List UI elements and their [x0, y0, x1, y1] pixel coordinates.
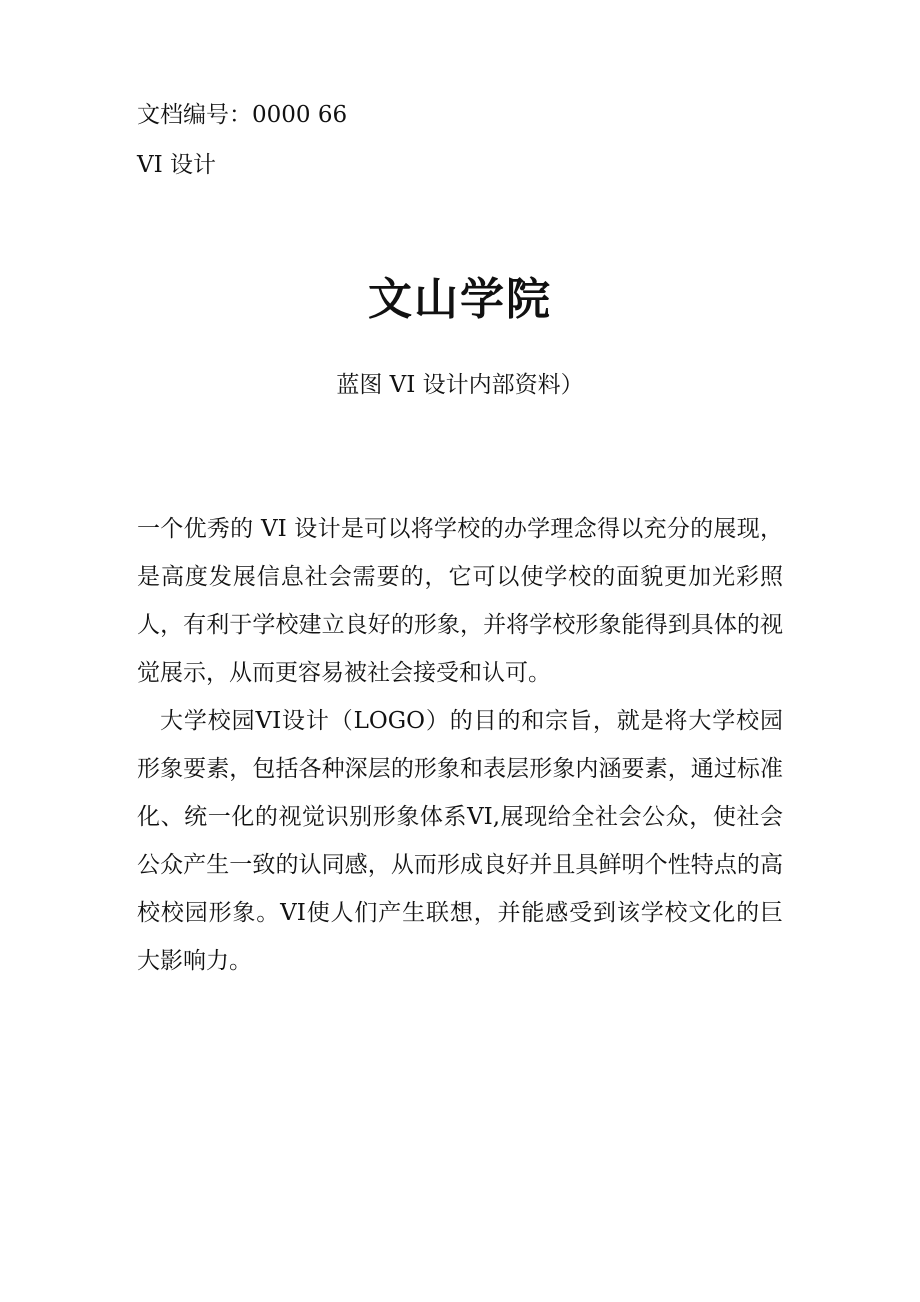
body-text [137, 505, 783, 985]
document-number: 文档编号：0000 66 [137, 102, 348, 128]
page-title: 文山学院 [368, 274, 552, 325]
paragraph-purpose: 大学校园VI设计（LOGO）的目的和宗旨，就是将大学校园形象要素，包括各种深层的形象和表层形象内涵要素，通过标准化、统一化的视觉识别形象体系VI,展现给全社会公众，使社会公众产生一致的认同感，从而形成良好并且具鲜明个性特点的高校校园形象。VI使人们产生联想，并能感受到该学校文化的巨大影响力。 [137, 708, 783, 974]
page-subtitle: 蓝图 VI 设计内部资料） [336, 372, 584, 398]
document-category: VI 设计 [137, 152, 217, 178]
paragraph-intro: 一个优秀的 VI 设计是可以将学校的办学理念得以充分的展现，是高度发展信息社会需要的，它可以使学校的面貌更加光彩照人，有利于学校建立良好的形象，并将学校形象能得到具体的视觉展示，从而更容易被社会接受和认可。 [137, 516, 783, 686]
